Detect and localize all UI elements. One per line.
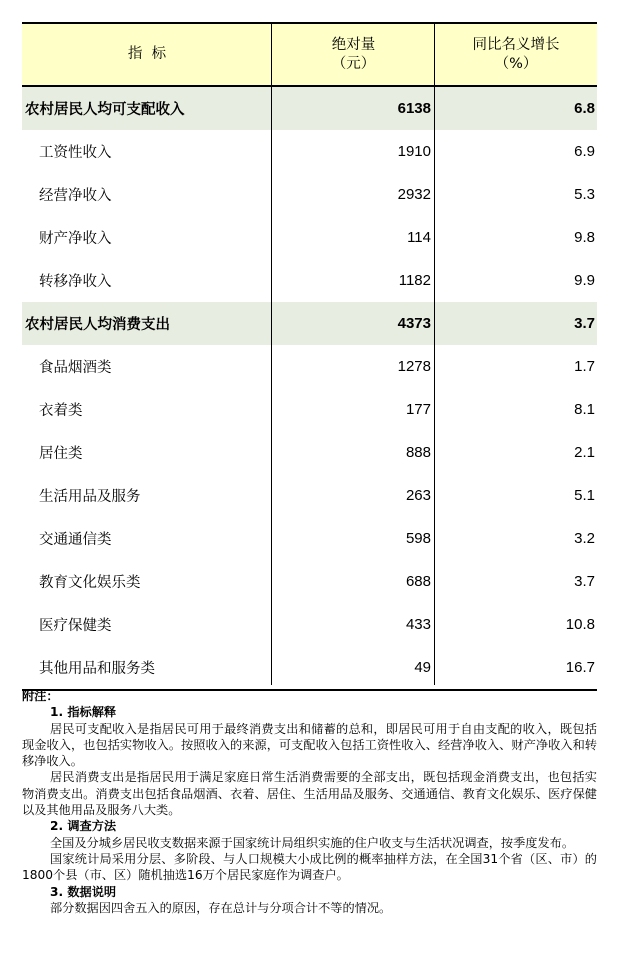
row-growth-value: 9.8 [574,229,595,246]
notes-section-3-title: 3. 数据说明 [50,884,117,899]
header-growth-unit: （%） [494,55,538,72]
header-indicator-label: 指 标 [127,46,167,62]
row-absolute-value: 598 [405,530,431,547]
header-absolute-label: 绝对量 [331,36,376,53]
header-absolute [272,24,435,85]
table-row [22,388,597,431]
row-absolute-value: 1910 [397,143,431,160]
notes-section-1-para-2: 居民消费支出是指居民用于满足家庭日常生活消费需要的全部支出，既包括现金消费支出，也包括实物消费支出。消费支出包括食品烟酒、衣着、居住、生活用品及服务、交通通信、教育文化娱乐、医疗保健以及其他用品及服务八大类。 [22,770,597,818]
column-divider-1 [271,22,272,685]
header-growth-label: 同比名义增长 [472,36,560,53]
header-absolute-unit: （元） [331,55,376,72]
row-absolute-value: 1278 [397,358,431,375]
table-header [22,22,597,87]
row-growth-value: 10.8 [565,616,595,633]
header-growth [435,24,597,85]
row-growth-value: 6.8 [574,100,595,117]
row-growth-value: 1.7 [574,358,595,375]
notes-section-1-title: 1. 指标解释 [50,705,117,720]
row-absolute-value: 2932 [397,186,431,203]
table-row [22,216,597,259]
table-section-row [22,302,597,345]
row-absolute-value: 433 [405,616,431,633]
table-row [22,345,597,388]
row-label: 农村居民人均可支配收入 [25,102,185,118]
header-indicator [22,24,272,85]
income-expenditure-table [22,22,597,691]
row-growth-value: 5.1 [574,487,595,504]
row-growth-value: 5.3 [574,186,595,203]
row-label: 教育文化娱乐类 [39,575,141,591]
table-row [22,474,597,517]
row-growth-value: 9.9 [574,272,595,289]
notes-section [22,688,597,916]
notes-title: 附注： [22,689,59,703]
table-row [22,431,597,474]
row-growth-value: 6.9 [574,143,595,160]
notes-section-2-title: 2. 调查方法 [50,819,117,834]
table-row [22,517,597,560]
row-growth-value: 3.2 [574,530,595,547]
row-absolute-value: 4373 [397,315,431,332]
table-row [22,130,597,173]
row-absolute-value: 1182 [398,272,431,289]
row-absolute-value: 114 [407,229,431,246]
row-growth-value: 3.7 [574,573,595,590]
table-row [22,259,597,302]
row-growth-value: 8.1 [574,401,595,418]
table-row [22,173,597,216]
column-divider-2 [434,22,435,685]
notes-section-3-para-1: 部分数据因四舍五入的原因，存在总计与分项合计不等的情况。 [50,900,392,915]
row-absolute-value: 6138 [397,100,431,117]
row-absolute-value: 49 [414,659,431,676]
row-absolute-value: 888 [405,444,431,461]
row-label: 农村居民人均消费支出 [25,317,170,333]
row-label: 转移净收入 [39,274,112,290]
row-label: 生活用品及服务 [39,489,141,505]
row-growth-value: 3.7 [574,315,595,332]
table-row [22,646,597,689]
row-label: 衣着类 [39,403,83,419]
notes-section-2-para-1: 全国及分城乡居民收支数据来源于国家统计局组织实施的住户收支与生活状况调查，按季度发布。 [50,835,575,850]
row-absolute-value: 688 [405,573,431,590]
row-label: 财产净收入 [39,231,112,247]
row-label: 医疗保健类 [39,618,112,634]
row-label: 工资性收入 [39,145,112,161]
row-label: 其他用品和服务类 [39,661,155,677]
row-label: 交通通信类 [39,532,112,548]
row-label: 经营净收入 [39,188,112,204]
row-label: 居住类 [39,446,83,462]
row-label: 食品烟酒类 [39,360,112,376]
row-absolute-value: 177 [405,401,431,418]
row-absolute-value: 263 [405,487,431,504]
table-section-row [22,87,597,130]
row-growth-value: 16.7 [565,659,595,676]
table-row [22,603,597,646]
table-row [22,560,597,603]
notes-section-1-para-1: 居民可支配收入是指居民可用于最终消费支出和储蓄的总和，即居民可用于自由支配的收入，既包括现金收入，也包括实物收入。按照收入的来源，可支配收入包括工资性收入、经营净收入、财产净收入和转移净收入。 [22,721,597,769]
row-growth-value: 2.1 [574,444,595,461]
notes-section-2-para-2: 国家统计局采用分层、多阶段、与人口规模大小成比例的概率抽样方法，在全国31个省（区、市）的1800个县（市、区）随机抽选16万个居民家庭作为调查户。 [22,851,597,883]
table-body [22,87,597,691]
